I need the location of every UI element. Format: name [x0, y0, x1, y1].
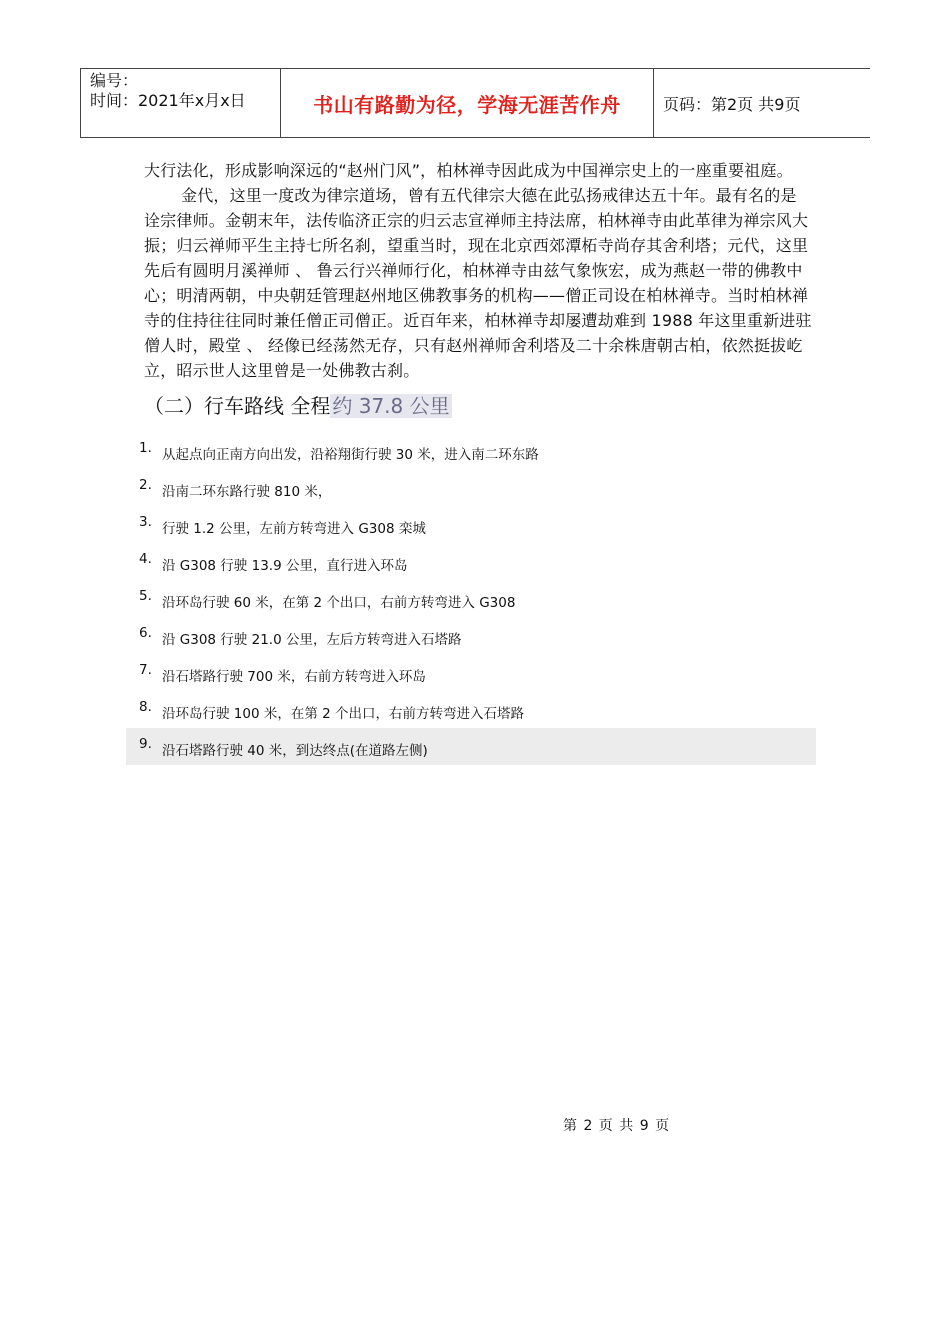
list-item — [126, 691, 816, 728]
paragraph-2: 金代，这里一度改为律宗道场，曾有五代律宗大德在此弘扬戒律达五十年。最有名的是诠宗律师。金朝末年，法传临济正宗的归云志宣禅师主持法席，柏林禅寺由此革律为禅宗风大振；归云禅师平生主持七所名刹，望重当时，现在北京西郊潭柘寺尚存其舍利塔；元代，这里先后有圆明月溪禅师 、 鲁云行兴禅师行化，柏林禅寺由兹气象恢宏，成为燕赵一带的佛教中心；明清两朝，中央朝廷管理赵州地区佛教事务的机构——僧正司设在柏林禅寺。当时柏林禅寺的住持往往同时兼任僧正司僧正。近百年来，柏林禅寺却屡遭劫难到 1988 年这里重新进驻僧人时，殿堂 、 经像已经荡然无存，只有赵州禅师舍利塔及二十余株唐朝古柏，依然挺拔屹立，昭示世人这里曾是一处佛教古刹。 — [144, 186, 812, 380]
list-item — [126, 580, 816, 617]
step-text: 沿南二环东路行驶 810 米， — [162, 484, 332, 500]
step-number: 2. — [139, 477, 152, 493]
list-item — [126, 728, 816, 765]
step-number: 9. — [139, 736, 152, 752]
list-item — [126, 506, 816, 543]
list-item — [126, 543, 816, 580]
step-text: 从起点向正南方向出发，沿裕翔街行驶 30 米，进入南二环东路 — [162, 447, 539, 463]
step-number: 7. — [139, 662, 152, 678]
section-title: （二）行车路线 全程 — [144, 394, 331, 418]
header-motto: 书山有路勤为径，学海无涯苦作舟 — [281, 69, 654, 137]
list-item — [126, 469, 816, 506]
step-text: 沿环岛行驶 60 米，在第 2 个出口，右前方转弯进入 G308 — [162, 595, 516, 611]
document-header — [80, 68, 870, 138]
body-text — [144, 158, 812, 383]
number-label: 编号： — [90, 71, 139, 90]
header-meta-cell — [80, 69, 281, 137]
step-number: 8. — [139, 699, 152, 715]
page-footer: 第 2 页 共 9 页 — [563, 1118, 671, 1134]
step-number: 6. — [139, 625, 152, 641]
step-number: 5. — [139, 588, 152, 604]
section-heading — [144, 391, 452, 421]
section-distance: 约 37.8 公里 — [332, 394, 450, 418]
list-item — [126, 617, 816, 654]
step-text: 沿 G308 行驶 13.9 公里，直行进入环岛 — [162, 558, 408, 574]
step-text: 沿石塔路行驶 700 米，右前方转弯进入环岛 — [162, 669, 426, 685]
step-number: 1. — [139, 440, 152, 456]
step-number: 4. — [139, 551, 152, 567]
paragraph-1: 大行法化，形成影响深远的“赵州门风”，柏林禅寺因此成为中国禅宗史上的一座重要祖庭。 — [144, 161, 793, 180]
list-item — [126, 654, 816, 691]
step-text: 沿石塔路行驶 40 米，到达终点(在道路左侧) — [162, 743, 428, 759]
header-page-info: 页码：第2页 共9页 — [663, 94, 801, 114]
step-text: 沿环岛行驶 100 米，在第 2 个出口，右前方转弯进入石塔路 — [162, 706, 525, 722]
step-number: 3. — [139, 514, 152, 530]
list-item — [126, 432, 816, 469]
step-text: 行驶 1.2 公里，左前方转弯进入 G308 栾城 — [162, 521, 426, 537]
date-label: 时间：2021年x月x日 — [90, 91, 246, 110]
route-steps-list — [126, 432, 816, 765]
step-text: 沿 G308 行驶 21.0 公里，左后方转弯进入石塔路 — [162, 632, 462, 648]
